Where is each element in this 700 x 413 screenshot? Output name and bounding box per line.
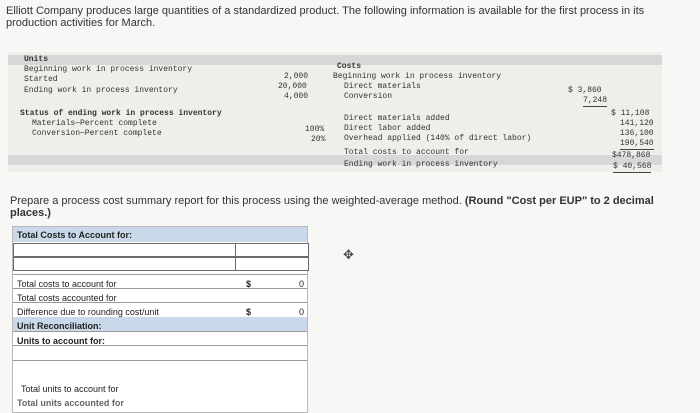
units-row-label: Started: [24, 75, 58, 84]
costs-row-value: 190,540: [620, 139, 654, 148]
status-label: Conversion—Percent complete: [32, 129, 162, 138]
costs-row-value: 141,120: [620, 119, 654, 128]
units-row-label: Ending work in process inventory: [24, 86, 178, 95]
costs-row-label: Overhead applied (140% of direct labor): [344, 134, 532, 143]
instructions: [10, 195, 670, 219]
difference-value: 0: [299, 307, 305, 317]
costs-conversion-label: Conversion: [344, 92, 393, 101]
costs-row-value: $ 40,568: [613, 162, 652, 171]
units-row-value: 20,000: [278, 82, 307, 91]
header-band: [8, 55, 662, 65]
units-header: Units: [24, 55, 49, 64]
intro-text: Elliott Company produces large quantities of a standardized product. The following information is available for the first process in its production activities for March.: [6, 5, 645, 29]
status-label: Materials—Percent complete: [32, 119, 157, 128]
units-row-value: 2,000: [284, 72, 309, 81]
table-input[interactable]: [13, 257, 237, 271]
costs-row-label: Ending work in process inventory: [344, 160, 498, 169]
units-row-label: Beginning work in process inventory: [24, 65, 193, 74]
table-header-label: Total Costs to Account for:: [17, 230, 132, 240]
costs-row-label: Direct materials added: [344, 114, 450, 123]
table-row: [13, 360, 307, 376]
costs-header: Costs: [337, 62, 362, 71]
total-costs-label: Total costs to account for: [17, 279, 117, 289]
costs-dm-label: Direct materials: [344, 82, 421, 91]
status-value: 20%: [311, 135, 326, 144]
table-input[interactable]: [13, 243, 237, 257]
total-units-label: Total units to account for: [21, 384, 119, 394]
costs-begin-label: Beginning work in process inventory: [333, 72, 502, 81]
currency-symbol: $: [246, 279, 252, 289]
data-panel: [8, 52, 662, 172]
status-value: 100%: [305, 125, 325, 134]
unit-reconciliation-label: Unit Reconciliation:: [17, 321, 102, 331]
table-row: [13, 345, 307, 361]
costs-row-label: Direct labor added: [344, 124, 431, 133]
footer-band: [8, 155, 662, 165]
total-units-accounted-label: Total units accounted for: [17, 398, 124, 408]
units-to-account-label: Units to account for:: [17, 336, 105, 346]
move-icon[interactable]: ✥: [343, 247, 354, 262]
costs-row-value: 136,100: [620, 129, 654, 138]
currency-symbol: $: [246, 307, 252, 317]
process-cost-summary-table: [12, 226, 308, 413]
status-header: Status of ending work in process inventory: [20, 109, 222, 118]
costs-begin-dm: $ 3,860: [568, 86, 602, 95]
difference-label: Difference due to rounding cost/unit: [17, 307, 159, 317]
table-input[interactable]: [235, 243, 309, 257]
costs-row-value: $478,868: [612, 151, 651, 160]
total-costs-value: 0: [299, 279, 305, 289]
costs-row-label: Total costs to account for: [344, 148, 469, 157]
instructions-text: Prepare a process cost summary report for this process using the weighted-average method.: [10, 195, 462, 207]
units-row-value: 4,000: [284, 92, 309, 101]
instructions-rounding: (Round "Cost per EUP" to 2 decimal places.): [10, 195, 654, 219]
costs-begin-conv: 7,248: [583, 96, 608, 105]
total-costs-accounted-label: Total costs accounted for: [17, 293, 117, 303]
costs-begin-total: $ 11,108: [611, 109, 650, 118]
table-input[interactable]: [235, 257, 309, 271]
